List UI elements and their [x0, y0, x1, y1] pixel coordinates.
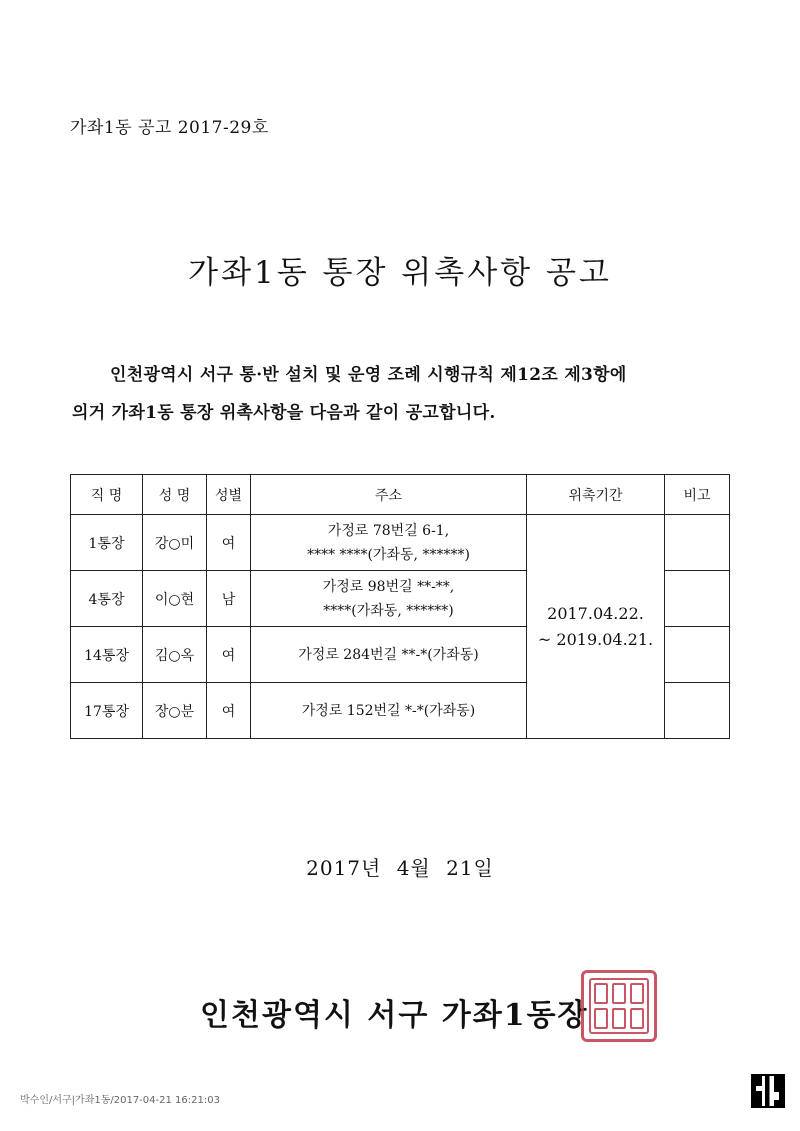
- seal-glyph: [630, 983, 644, 1004]
- notice-date: 2017년 4월 21일: [306, 856, 494, 880]
- table-header-row: [71, 475, 730, 515]
- cell-note: [665, 515, 730, 571]
- address-line-2: **** ****(가좌동, ******): [307, 546, 470, 563]
- address-line-1: 가정로 98번길 **-**,: [322, 578, 455, 595]
- cell-address: [251, 627, 527, 683]
- address-line-1: 가정로 78번길 6-1,: [327, 522, 450, 539]
- header-period: 위촉기간: [527, 475, 665, 515]
- cell-position: 4통장: [71, 571, 143, 627]
- cell-note: [665, 627, 730, 683]
- cell-gender: 여: [207, 683, 251, 739]
- notice-body-line-2: 의거 가좌1동 통장 위촉사항을 다음과 같이 공고합니다.: [72, 403, 496, 423]
- cell-name: 김○옥: [143, 627, 207, 683]
- cell-period: [527, 515, 665, 739]
- page-title: 가좌1동 통장 위촉사항 공고: [188, 254, 612, 291]
- table-row: [71, 515, 730, 571]
- cell-position: 1통장: [71, 515, 143, 571]
- seal-glyph: [594, 1008, 608, 1029]
- official-seal-icon: [581, 970, 657, 1042]
- seal-glyph: [630, 1008, 644, 1029]
- qr-code-icon: [751, 1074, 785, 1108]
- address-line-1: 가정로 152번길 *-*(가좌동): [301, 702, 476, 719]
- cell-note: [665, 683, 730, 739]
- cell-position: 14통장: [71, 627, 143, 683]
- cell-note: [665, 571, 730, 627]
- cell-address: [251, 571, 527, 627]
- notice-body: [72, 356, 732, 432]
- cell-gender: 여: [207, 515, 251, 571]
- notice-body-line-1: 인천광역시 서구 통·반 설치 및 운영 조례 시행규칙 제12조 제3항에: [110, 365, 627, 385]
- appointment-table: [70, 474, 730, 739]
- seal-glyph: [612, 983, 626, 1004]
- seal-glyph: [594, 983, 608, 1004]
- header-note: 비고: [665, 475, 730, 515]
- cell-gender: 여: [207, 627, 251, 683]
- address-line-1: 가정로 284번길 **-*(가좌동): [298, 646, 479, 663]
- document-number: 가좌1동 공고 2017-29호: [70, 118, 269, 138]
- header-gender: 성별: [207, 475, 251, 515]
- cell-address: [251, 515, 527, 571]
- cell-name: 장○분: [143, 683, 207, 739]
- header-position: 직 명: [71, 475, 143, 515]
- period-end: ~ 2019.04.21.: [537, 629, 654, 649]
- cell-position: 17통장: [71, 683, 143, 739]
- header-address: 주소: [251, 475, 527, 515]
- period-start: 2017.04.22.: [547, 603, 644, 623]
- address-line-2: ****(가좌동, ******): [323, 602, 454, 619]
- cell-name: 이○현: [143, 571, 207, 627]
- cell-name: 강○미: [143, 515, 207, 571]
- seal-glyph: [612, 1008, 626, 1029]
- footer-stamp: 박수인/서구|가좌1동/2017-04-21 16:21:03: [20, 1095, 220, 1106]
- cell-gender: 남: [207, 571, 251, 627]
- header-name: 성 명: [143, 475, 207, 515]
- cell-address: [251, 683, 527, 739]
- seal-characters: [594, 983, 644, 1029]
- issuer-name: 인천광역시 서구 가좌1동장: [200, 998, 589, 1033]
